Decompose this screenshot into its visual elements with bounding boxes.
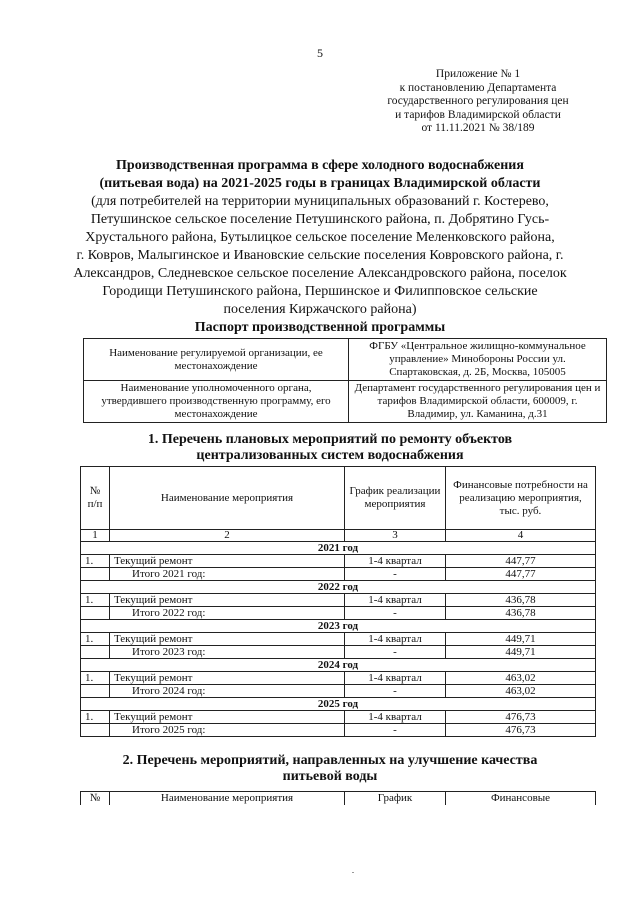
year-row (81, 542, 596, 555)
table-header-row (81, 467, 596, 530)
empty-cell (81, 646, 110, 659)
title-line: Производственная программа в сфере холодного водоснабжения (116, 158, 524, 173)
year-row (81, 581, 596, 594)
item-name: Текущий ремонт (110, 633, 345, 646)
page-number: 5 (317, 46, 323, 60)
scan-speck (352, 872, 354, 873)
appendix-block (368, 68, 588, 136)
table-row (81, 672, 596, 685)
item-name: Текущий ремонт (110, 711, 345, 724)
total-amount: 476,73 (446, 724, 596, 737)
empty-cell (81, 724, 110, 737)
appendix-line: к постановлению Департамента (399, 81, 557, 94)
item-amount: 436,78 (446, 594, 596, 607)
item-schedule: 1-4 квартал (345, 633, 446, 646)
year-row (81, 659, 596, 672)
passport-label: Наименование уполномоченного органа, утвердившего производственную программу, его местонахождение (84, 381, 349, 423)
item-schedule: 1-4 квартал (345, 711, 446, 724)
header-num: № (81, 792, 110, 806)
passport-value: ФГБУ «Центральное жилищно-коммунальное управление» Минобороны России ул. Спартаковская, д. 2Б, Москва, 105005 (349, 339, 607, 381)
total-amount: 436,78 (446, 607, 596, 620)
item-amount: 463,02 (446, 672, 596, 685)
passport-label: Наименование регулируемой организации, ее местонахождение (84, 339, 349, 381)
empty-cell (81, 568, 110, 581)
total-label: Итого 2023 год: (110, 646, 345, 659)
total-amount: 449,71 (446, 646, 596, 659)
total-label: Итого 2021 год: (110, 568, 345, 581)
empty-cell (81, 685, 110, 698)
title-line: г. Ковров, Малыгинское и Ивановские сельские поселения Ковровского района, г. (76, 248, 564, 263)
total-row (81, 724, 596, 737)
header-finance: Финансовые (446, 792, 596, 806)
section2-title (60, 753, 600, 785)
column-number: 1 (81, 530, 110, 542)
title-line: (для потребителей на территории муниципальных образований г. Костерево, (91, 194, 549, 209)
column-number-row (81, 530, 596, 542)
header-schedule: График реализации мероприятия (345, 467, 446, 530)
row-number: 1. (81, 633, 110, 646)
total-row (81, 646, 596, 659)
total-label: Итого 2024 год: (110, 685, 345, 698)
column-number: 4 (446, 530, 596, 542)
item-schedule: 1-4 квартал (345, 555, 446, 568)
title-line: Городищи Петушинского района, Першинское и Филипповское сельские (102, 284, 538, 299)
appendix-line: государственного регулирования цен (387, 95, 569, 108)
year-label: 2021 год (81, 542, 596, 555)
year-label: 2024 год (81, 659, 596, 672)
section-title-line: централизованных систем водоснабжения (196, 448, 464, 463)
section1-title (60, 432, 600, 464)
table-row (84, 339, 607, 381)
column-number: 2 (110, 530, 345, 542)
title-line: Петушинское сельское поселение Петушинского района, п. Добрятино Гусь- (90, 212, 550, 227)
table-row (81, 711, 596, 724)
column-number: 3 (345, 530, 446, 542)
section-title-line: 1. Перечень плановых мероприятий по ремонту объектов (147, 432, 513, 447)
total-schedule: - (345, 568, 446, 581)
document-title (60, 157, 580, 319)
year-row (81, 620, 596, 633)
item-amount: 447,77 (446, 555, 596, 568)
header-name: Наименование мероприятия (110, 792, 345, 806)
empty-cell (81, 607, 110, 620)
item-amount: 449,71 (446, 633, 596, 646)
table-row (81, 633, 596, 646)
item-schedule: 1-4 квартал (345, 594, 446, 607)
table-row (81, 555, 596, 568)
appendix-line: и тарифов Владимирской области (395, 108, 561, 121)
table-row (84, 381, 607, 423)
header-schedule: График (345, 792, 446, 806)
row-number: 1. (81, 594, 110, 607)
year-label: 2022 год (81, 581, 596, 594)
year-label: 2023 год (81, 620, 596, 633)
section-title-line: 2. Перечень мероприятий, направленных на улучшение качества (122, 753, 538, 768)
title-line: Александров, Следневское сельское поселение Александровского района, поселок (73, 266, 567, 281)
quality-table (80, 791, 596, 805)
total-schedule: - (345, 607, 446, 620)
total-row (81, 568, 596, 581)
total-schedule: - (345, 646, 446, 659)
header-num: № п/п (81, 467, 110, 530)
total-row (81, 685, 596, 698)
repairs-table (80, 466, 596, 737)
appendix-line: от 11.11.2021 № 38/189 (421, 122, 535, 135)
row-number: 1. (81, 711, 110, 724)
table-header-row (81, 792, 596, 806)
item-amount: 476,73 (446, 711, 596, 724)
header-name: Наименование мероприятия (110, 467, 345, 530)
total-row (81, 607, 596, 620)
row-number: 1. (81, 672, 110, 685)
item-name: Текущий ремонт (110, 555, 345, 568)
item-name: Текущий ремонт (110, 672, 345, 685)
title-line: Хрустального района, Бутылицкое сельское поселение Меленковского района, (85, 230, 555, 245)
passport-title: Паспорт производственной программы (194, 320, 446, 335)
year-label: 2025 год (81, 698, 596, 711)
section-title-line: питьевой воды (282, 769, 378, 784)
total-label: Итого 2022 год: (110, 607, 345, 620)
total-amount: 447,77 (446, 568, 596, 581)
total-label: Итого 2025 год: (110, 724, 345, 737)
item-name: Текущий ремонт (110, 594, 345, 607)
header-finance: Финансовые потребности на реализацию мероприятия, тыс. руб. (446, 467, 596, 530)
appendix-line: Приложение № 1 (435, 68, 521, 80)
year-row (81, 698, 596, 711)
title-line: поселения Киржачского района) (223, 302, 417, 317)
total-amount: 463,02 (446, 685, 596, 698)
row-number: 1. (81, 555, 110, 568)
passport-table (83, 338, 607, 423)
table-row (81, 594, 596, 607)
passport-value: Департамент государственного регулирования цен и тарифов Владимирской области, 600009, г. Владимир, ул. Каманина, д.31 (349, 381, 607, 423)
item-schedule: 1-4 квартал (345, 672, 446, 685)
total-schedule: - (345, 724, 446, 737)
total-schedule: - (345, 685, 446, 698)
title-line: (питьевая вода) на 2021-2025 годы в границах Владимирской области (99, 176, 541, 191)
